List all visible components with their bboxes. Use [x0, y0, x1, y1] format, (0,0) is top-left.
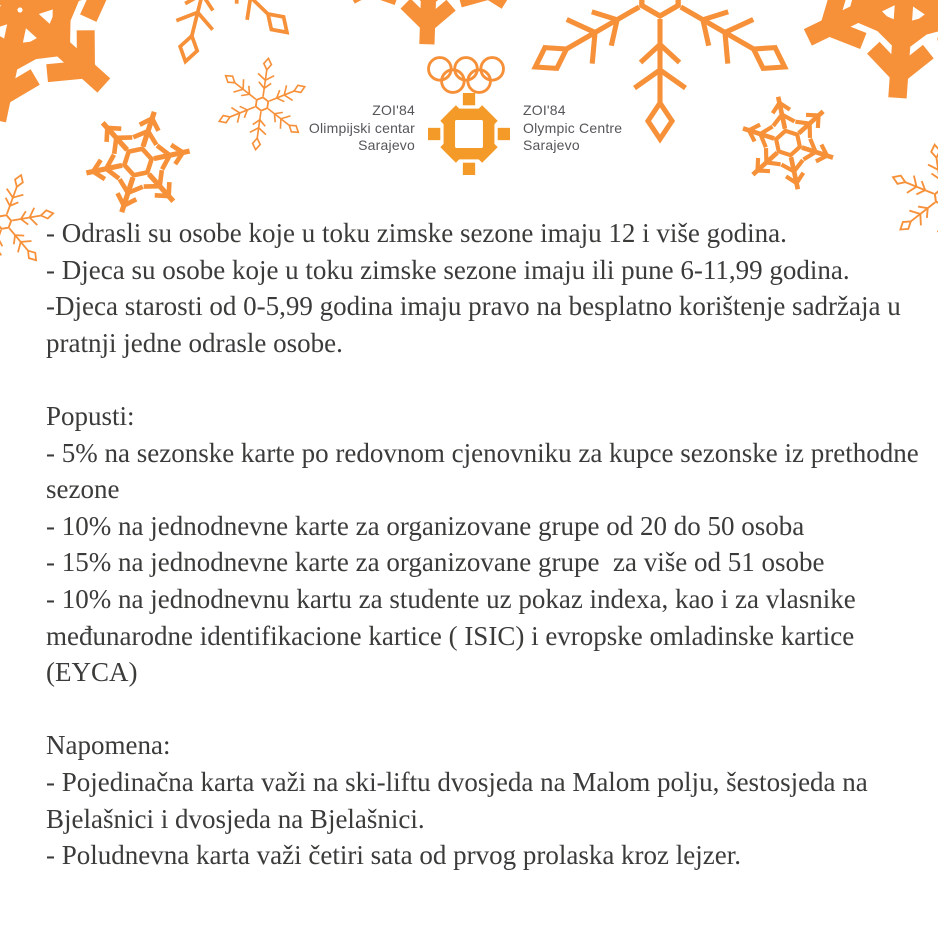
logo-text-english: [523, 102, 622, 155]
intro-line-toddlers: -Djeca starosti od 0-5,99 godina imaju pravo na besplatno korištenje sadržaja u pratnji jedne odrasle osobe.: [46, 291, 908, 358]
logo-title-bs: ZOI'84: [372, 102, 415, 118]
info-text-block: [46, 215, 926, 874]
discount-group-51plus: - 15% na jednodnevne karte za organizovane grupe za više od 51 osobe: [46, 547, 825, 578]
snowflake-hexagon-right-icon: [726, 81, 849, 204]
logo-title-en: ZOI'84: [523, 102, 566, 118]
intro-line-adults: - Odrasli su osobe koje u toku zimske sezone imaju 12 i više godina.: [46, 218, 787, 248]
logo-subtitle-en: Olympic Centre: [523, 119, 623, 136]
olympic-rings-icon: [427, 56, 505, 94]
logo-subtitle-bs: Olimpijski centar: [308, 119, 415, 136]
note-half-day-ticket: - Poludnevna karta važi četiri sata od prvog prolaska kroz lejzer.: [46, 840, 741, 871]
note-single-ticket: - Pojedinačna karta važi na ski-liftu dvosjeda na Malom polju, šestosjeda na Bjelašnici i dvosjeda na Bjelašnici.: [46, 766, 875, 834]
discount-season-pass: - 5% na sezonske karte po redovnom cjenovniku za kupce sezonske iz prethodne sezone: [46, 437, 926, 505]
discount-group-20-50: - 10% na jednodnevne karte za organizovane grupe od 20 do 50 osoba: [46, 510, 805, 541]
intro-line-children: - Djeca su osobe koje u toku zimske sezone imaju ili pune 6-11,99 godina.: [46, 254, 850, 285]
discounts-title: Popusti:: [46, 400, 135, 431]
logo-city-bs: Sarajevo: [358, 137, 415, 153]
logo-city-en: Sarajevo: [523, 137, 580, 153]
logo-text-bosnian: [309, 102, 415, 155]
zoi84-emblem-icon: [428, 93, 510, 175]
snowflake-bold-top-center-icon: [332, 0, 529, 53]
snowflake-outline-small-icon: [208, 50, 316, 158]
discount-students: - 10% na jednodnevnu kartu za studente uz pokaz indexa, kao i za vlasnike međunarodne identifikacione kartice ( ISIC) i evropske omladinske kartice (EYCA): [46, 583, 863, 688]
note-title: Napomena:: [46, 730, 171, 761]
